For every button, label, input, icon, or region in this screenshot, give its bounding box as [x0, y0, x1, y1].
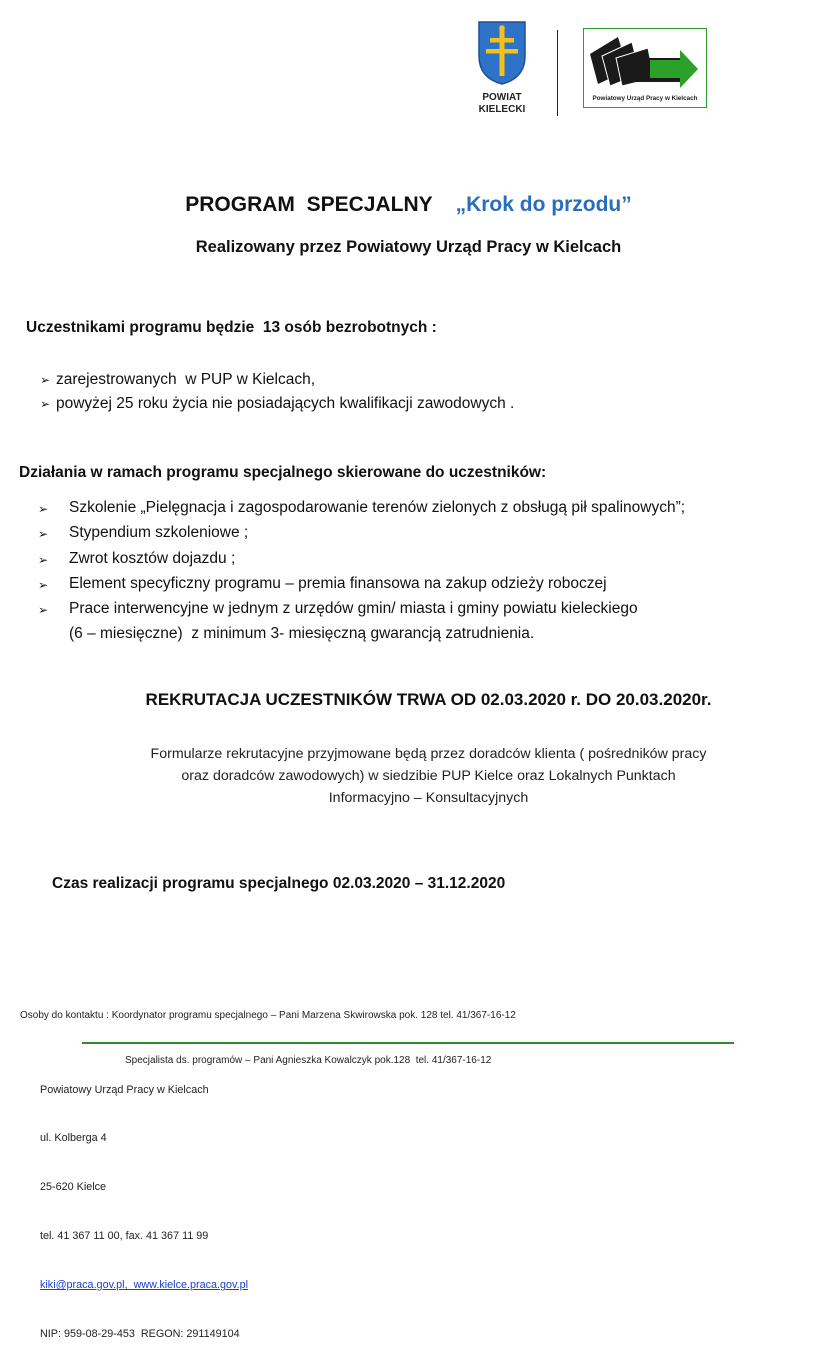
powiat-kielecki-crest — [471, 20, 533, 120]
action-text: Szkolenie „Pielęgnacja i zagospodarowanie terenów zielonych z obsługą pił spalinowych”; — [69, 499, 686, 516]
arrow-bullet-icon: ➢ — [38, 502, 49, 516]
list-item — [38, 521, 685, 546]
crest-label-line1: POWIAT — [482, 92, 522, 103]
action-text: Stypendium szkoleniowe ; — [69, 524, 249, 542]
pup-logo-text: Powiatowy Urząd Pracy w Kielcach — [592, 95, 698, 102]
criterion-text: zarejestrowanych w PUP w Kielcach, — [56, 371, 316, 388]
crest-shield-icon — [476, 20, 528, 86]
recruitment-dates: REKRUTACJA UCZESTNIKÓW TRWA OD 02.03.2020 r. DO 20.03.2020r. — [145, 690, 712, 709]
arrow-bullet-icon: ➢ — [38, 577, 49, 592]
title-accent: „Krok do przodu” — [455, 193, 632, 216]
action-text: Zwrot kosztów dojazdu ; — [69, 549, 236, 567]
participants-heading: Uczestnikami programu będzie 13 osób bezrobotnych : — [26, 319, 437, 336]
contact-links[interactable]: kiki@praca.gov.pl, www.kielce.praca.gov.pl — [40, 1279, 248, 1292]
office-city: 25-620 Kielce — [40, 1181, 107, 1194]
logo-divider — [557, 30, 558, 116]
office-phone: tel. 41 367 11 00, fax. 41 367 11 99 — [40, 1230, 209, 1243]
actions-list — [38, 496, 685, 647]
arrow-bullet-icon: ➢ — [40, 373, 51, 387]
footer-address — [40, 1049, 248, 1359]
action-text: Prace interwencyjne w jednym z urzędów gmin/ miasta i gminy powiatu kieleckiego — [69, 600, 638, 618]
list-item — [38, 572, 685, 597]
action-continuation: (6 – miesięczne) z minimum 3- miesięczną gwarancją zatrudnienia. — [69, 625, 535, 643]
title-main: PROGRAM SPECJALNY — [185, 193, 433, 216]
list-item — [38, 496, 685, 521]
pup-arrow-icon — [588, 32, 702, 92]
arrow-bullet-icon: ➢ — [38, 527, 49, 542]
arrow-bullet-icon: ➢ — [38, 552, 49, 567]
forms-note-line: oraz doradców zawodowych) w siedzibie PUP Kielce oraz Lokalnych Punktach — [181, 768, 676, 784]
arrow-bullet-icon: ➢ — [38, 603, 49, 618]
crest-label-line2: KIELECKI — [478, 104, 526, 115]
contact-line: Osoby do kontaktu : Koordynator programu specjalnego – Pani Marzena Skwirowska pok. 128 tel. 41/367-16-12 — [20, 1010, 516, 1021]
forms-note-line: Informacyjno – Konsultacyjnych — [328, 790, 529, 806]
actions-heading: Działania w ramach programu specjalnego skierowane do uczestników: — [19, 464, 547, 481]
arrow-bullet-icon: ➢ — [40, 397, 51, 411]
footer-divider — [82, 1042, 734, 1044]
forms-note-line: Formularze rekrutacyjne przyjmowane będą przez doradców klienta ( pośredników pracy — [150, 746, 707, 762]
office-ids: NIP: 959-08-29-453 REGON: 291149104 — [40, 1328, 240, 1341]
list-item — [38, 597, 685, 622]
criterion-text: powyżej 25 roku życia nie posiadających kwalifikacji zawodowych . — [56, 395, 515, 412]
office-street: ul. Kolberga 4 — [40, 1132, 107, 1145]
list-item — [40, 392, 514, 416]
pup-logo — [583, 28, 707, 108]
program-duration: Czas realizacji programu specjalnego 02.03.2020 – 31.12.2020 — [52, 875, 506, 892]
office-name: Powiatowy Urząd Pracy w Kielcach — [40, 1083, 209, 1096]
list-item — [38, 547, 685, 572]
page-title — [0, 193, 817, 217]
list-item — [40, 368, 514, 392]
forms-note — [0, 743, 817, 809]
participants-criteria-list — [40, 368, 514, 416]
action-text: Element specyficzny programu – premia finansowa na zakup odzieży roboczej — [69, 574, 607, 592]
contact-line: Specjalista ds. programów – Pani Agnieszka Kowalczyk pok.128 tel. 41/367-16-12 — [125, 1055, 492, 1066]
page-subtitle: Realizowany przez Powiatowy Urząd Pracy w Kielcach — [195, 238, 622, 256]
